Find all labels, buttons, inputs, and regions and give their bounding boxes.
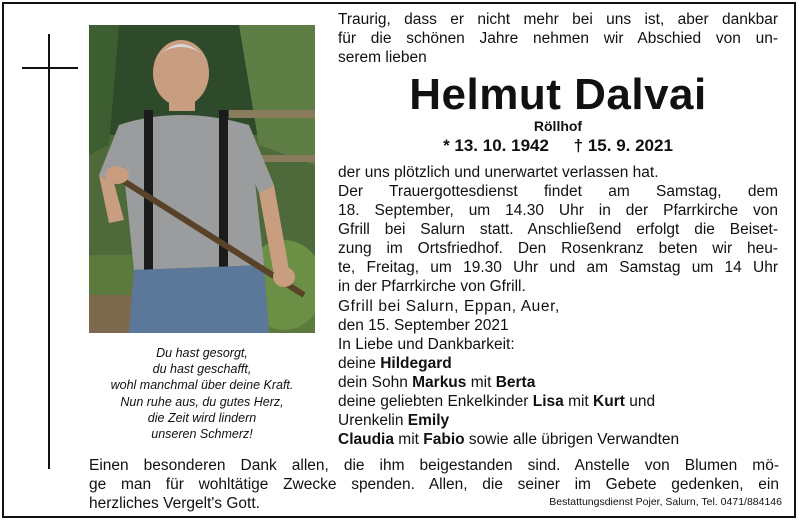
intro-line: serem lieben: [338, 49, 427, 66]
mourner-name: Berta: [495, 374, 536, 391]
mourner-wife: [338, 354, 452, 373]
body-line: der uns plötzlich und unerwartet verlassen hat.: [338, 164, 659, 181]
intro-line: für die schönen Jahre nehmen wir Abschied von un-: [338, 30, 778, 47]
body-line: Gfrill bei Salurn statt. Anschließend erfolgt die Beiset-: [338, 221, 778, 238]
closing-line: herzliches Vergelt's Gott.: [89, 495, 260, 512]
mourner-son: [338, 373, 535, 392]
mourner-conj: mit: [466, 374, 496, 391]
portrait-photo: [89, 25, 315, 333]
poem-line: unseren Schmerz!: [151, 427, 253, 442]
cross-icon: [48, 34, 50, 469]
mourner-conj: und: [624, 393, 656, 410]
mourner-suffix: sowie alle übrigen Verwandten: [464, 431, 680, 448]
date-line: den 15. September 2021: [338, 317, 509, 334]
body-line: 18. September, um 14.30 Uhr in der Pfarrkirche von: [338, 202, 778, 219]
service-text: [338, 163, 778, 296]
mourner-name: Claudia: [338, 431, 394, 448]
mourner-conj: mit: [393, 431, 424, 448]
death-date: † 15. 9. 2021: [573, 136, 673, 155]
birth-date: * 13. 10. 1942: [443, 136, 549, 155]
poem-line: Nun ruhe aus, du gutes Herz,: [120, 394, 284, 409]
closing-line: ge man für wohltätige Zwecke spenden. Allen, die seiner im Gebete gedenken, ein: [89, 476, 779, 493]
mourner-name: Fabio: [423, 431, 465, 448]
poem-line: wohl manchmal über deine Kraft.: [110, 378, 294, 393]
mourner-grandchildren: [338, 392, 655, 411]
mourner-conj: mit: [563, 393, 594, 410]
poem-line: du hast geschafft,: [152, 362, 252, 377]
mourner-prefix: deine: [338, 355, 381, 372]
closing-line: Einen besonderen Dank allen, die ihm beigestanden sind. Anstelle von Blumen mö-: [89, 457, 779, 474]
mourner-name: Emily: [407, 412, 450, 429]
mourner-name: Lisa: [532, 393, 564, 410]
body-line: in der Pfarrkirche von Gfrill.: [338, 278, 526, 295]
poem-line: die Zeit wird lindern: [147, 410, 257, 425]
mourner-prefix: Urenkelin: [338, 412, 408, 429]
undertaker-credit: Bestattungsdienst Pojer, Salurn, Tel. 0471/884146: [549, 496, 782, 508]
poem: [89, 345, 315, 442]
mourner-name: Hildegard: [380, 355, 452, 372]
mourner-prefix: dein Sohn: [338, 374, 413, 391]
intro-line: Traurig, dass er nicht mehr bei uns ist, aber dankbar: [338, 11, 778, 28]
intro-text: [338, 10, 778, 67]
body-line: te, Freitag, um 19.30 Uhr und am Samstag um 14 Uhr: [338, 259, 778, 276]
house-name: Röllhof: [533, 118, 583, 134]
mourner-great-grandchild: [338, 411, 449, 430]
place-line: Gfrill bei Salurn, Eppan, Auer,: [338, 298, 560, 315]
body-line: zung im Ortsfriedhof. Den Rosenkranz beten wir heu-: [338, 240, 778, 257]
mourners-intro: In Liebe und Dankbarkeit:: [338, 336, 515, 353]
mourner-name: Markus: [412, 374, 467, 391]
mourner-prefix: deine geliebten Enkelkinder: [338, 393, 533, 410]
cross-icon-bar: [22, 67, 78, 69]
deceased-name: Helmut Dalvai: [409, 70, 707, 119]
life-dates: [338, 136, 778, 156]
body-line: Der Trauergottesdienst findet am Samstag, dem: [338, 183, 778, 200]
mourner-others: [338, 430, 679, 449]
poem-line: Du hast gesorgt,: [156, 346, 248, 360]
mourner-name: Kurt: [593, 393, 625, 410]
